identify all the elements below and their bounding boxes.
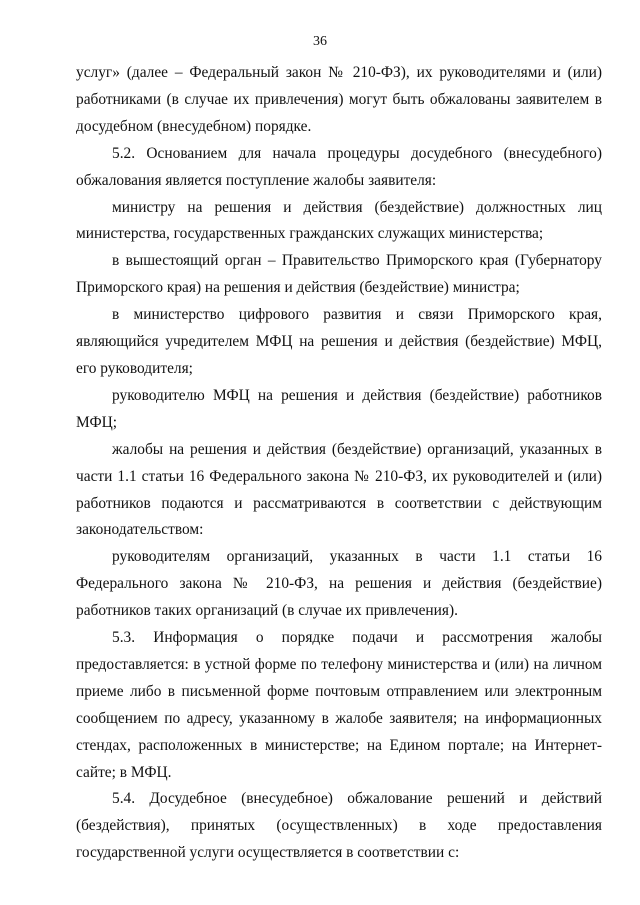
list-item-government: в вышестоящий орган – Правительство Приморского края (Губернатору Приморского края) на решения и действия (бездействие) министра; bbox=[76, 252, 602, 297]
list-item-org-heads: руководителям организаций, указанных в части 1.1 статьи 16 Федерального закона № 210-ФЗ, на решения и действия (бездействие) работников таких организаций (в случае их привлечения). bbox=[76, 548, 602, 620]
paragraph-5-2: 5.2. Основанием для начала процедуры досудебного (внесудебного) обжалования является поступление жалобы заявителя: bbox=[76, 144, 602, 189]
list-item-digital-ministry: в министерство цифрового развития и связи Приморского края, являющийся учредителем МФЦ на решения и действия (бездействие) МФЦ, его руководителя; bbox=[76, 306, 602, 377]
paragraph-5-4: 5.4. Досудебное (внесудебное) обжалование решений и действий (бездействия), принятых (осуществленных) в ходе предоставления государственной услуги осуществляется в соответствии с: bbox=[76, 790, 602, 862]
list-item-organizations: жалобы на решения и действия (бездействие) организаций, указанных в части 1.1 статьи 16 Федерального закона № 210-ФЗ, их руководителей и (или) работников подаются и рассматриваются в соответствии с действующим законодательством: bbox=[76, 440, 602, 539]
document-body bbox=[76, 60, 602, 867]
page-number: 36 bbox=[313, 34, 327, 49]
paragraph-5-3: 5.3. Информация о порядке подачи и рассмотрения жалобы предоставляется: в устной форме по телефону министерства и (или) на личном приеме либо в письменной форме почтовым отправлением или электронным сообщением по адресу, указанному в жалобе заявителя; на информационных стендах, расположенных в министерстве; на Едином портале; на Интернет-сайте; в МФЦ. bbox=[76, 629, 602, 781]
list-item-mfc-head: руководителю МФЦ на решения и действия (бездействие) работников МФЦ; bbox=[76, 386, 602, 431]
paragraph-continuation: услуг» (далее – Федеральный закон № 210-ФЗ), их руководителями и (или) работниками (в случае их привлечения) могут быть обжалованы заявителем в досудебном (внесудебном) порядке. bbox=[76, 64, 602, 135]
list-item-minister: министру на решения и действия (бездействие) должностных лиц министерства, государственных гражданских служащих министерства; bbox=[76, 198, 602, 243]
